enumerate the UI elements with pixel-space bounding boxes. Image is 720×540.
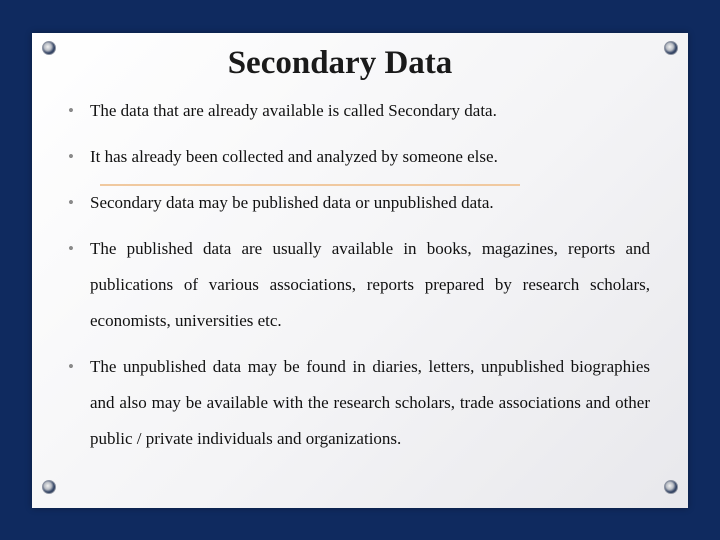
- bullet-item: [68, 93, 650, 129]
- bullet-text: The published data are usually available in books, magazines, reports and publications of various associations, reports prepared by research scholars, economists, universities etc.: [90, 239, 650, 330]
- bullet-item: [68, 349, 650, 457]
- slide-title: Secondary Data: [227, 45, 453, 81]
- bullet-text: The unpublished data may be found in diaries, letters, unpublished biographies and also may be available with the research scholars, trade associations and other public / private individuals and organizations.: [90, 357, 650, 448]
- rivet-icon: [664, 41, 678, 55]
- slide-panel: [32, 33, 688, 508]
- bullet-text: Secondary data may be published data or unpublished data.: [90, 193, 494, 212]
- rivet-icon: [664, 480, 678, 494]
- bullet-text: It has already been collected and analyzed by someone else.: [90, 147, 498, 166]
- bullet-item: [68, 139, 650, 175]
- rivet-icon: [42, 480, 56, 494]
- bullet-icon: •: [68, 101, 74, 120]
- bullet-list: [68, 93, 650, 457]
- bullet-item: [68, 231, 650, 339]
- bullet-icon: •: [68, 357, 74, 376]
- bullet-icon: •: [68, 239, 74, 258]
- bullet-icon: •: [68, 147, 74, 166]
- bullet-item: [68, 185, 650, 221]
- bullet-text: The data that are already available is called Secondary data.: [90, 101, 497, 120]
- bullet-icon: •: [68, 193, 74, 212]
